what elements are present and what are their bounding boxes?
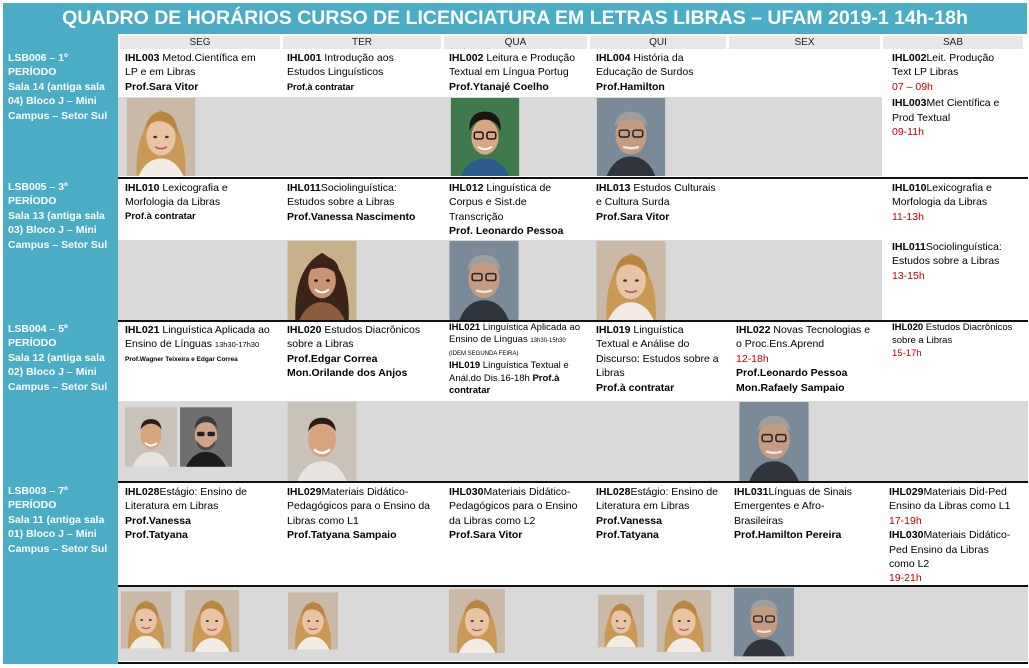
course-cell: IHL019 Linguística Textual e Análise do Discurso: Estudos sobre a Libras Prof.à contratar (596, 324, 719, 394)
course-cell: IHL029Materiais Didático- Pedagógicos para o Ensino da Libras como L1 Prof.Tatyana Sampaio (287, 486, 431, 542)
professor-photo (125, 98, 197, 176)
professor-photo (288, 590, 338, 652)
day-header-seg: SEG (120, 36, 280, 49)
course-cell: IHL002Leit. Produção Text LP Libras 07 – 09h IHL003Met Científica e Prod Textual 09-11h (892, 52, 1000, 139)
course-cell: IHL021 Linguística Aplicada ao Ensino de Línguas 13h30-15h30 (IDEM SEGUNDA FEIRA) IHL019 Linguística Textual e Anál.do Dis.16-18h Prof.à contratar (449, 322, 580, 397)
day-header-sab: SAB (883, 36, 1023, 49)
period-label-3: LSB005 – 3º PERÍODO Sala 13 (antiga sala 03) Bloco J – Mini Campus – Setor Sul (8, 181, 108, 251)
course-cell: IHL022 Novas Tecnologias e o Proc.Ens.Aprend 12-18h Prof.Leonardo Pessoa Mon.Rafaely Sampaio (736, 324, 871, 394)
course-cell: IHL010 Lexicografia e Morfologia da Libras Prof.à contratar (125, 182, 228, 222)
professor-photo (596, 98, 666, 176)
course-cell: IHL020 Estudos Diacrônicos sobre a Libras 15-17h (892, 322, 1013, 359)
course-cell: IHL031Línguas de Sinais Emergentes e Afro- Brasileiras Prof.Hamilton Pereira (734, 486, 852, 542)
course-cell: IHL021 Linguística Aplicada ao Ensino de Línguas 13h30-17h30 Prof.Wagner Teixeira e Edgar Correa (125, 324, 270, 363)
course-cell: IHL003 Metod.Científica em LP e em Libras Prof.Sara Vitor (125, 52, 256, 93)
professor-photo (121, 590, 171, 650)
course-cell: IHL028Estágio: Ensino de Literatura em Libras Prof.Vanessa Prof.Tatyana (125, 486, 247, 542)
professor-photo (449, 241, 519, 320)
day-header-qui: QUI (590, 36, 726, 49)
professor-photo (180, 404, 232, 470)
course-cell: IHL013 Estudos Culturais e Cultura Surda Prof.Sara Vitor (596, 182, 716, 223)
course-cell: IHL011Sociolinguística: Estudos sobre a Libras 13-15h (892, 241, 1002, 282)
photo-strip-row-3 (118, 401, 1028, 481)
page-title: QUADRO DE HORÁRIOS CURSO DE LICENCIATURA EM LETRAS LIBRAS – UFAM 2019-1 14h-18h (3, 3, 1027, 34)
day-header-qua: QUA (444, 36, 587, 49)
photo-strip-row-4 (118, 587, 1028, 661)
course-cell: IHL010Lexicografia e Morfologia da Libras 11-13h (892, 182, 992, 223)
day-header-sex: SEX (729, 36, 880, 49)
row-separator (118, 177, 1028, 179)
professor-photo (449, 589, 505, 653)
professor-photo (125, 404, 177, 470)
professor-photo (738, 402, 810, 481)
course-cell: IHL030Materiais Didático- Pedagógicos para o Ensino da Libras como L2 Prof.Sara Vitor (449, 486, 578, 542)
course-cell: IHL001 Introdução aos Estudos Linguísticos Prof.à contratar (287, 52, 394, 92)
period-label-5: LSB004 – 5º PERÍODO Sala 12 (antiga sala 02) Bloco J – Mini Campus – Setor Sul (8, 323, 108, 393)
course-cell: IHL028Estágio: Ensino de Literatura em Libras Prof.Vanessa Prof.Tatyana (596, 486, 718, 542)
professor-photo (183, 590, 241, 652)
professor-photo (596, 241, 666, 320)
day-header-ter: TER (283, 36, 441, 49)
course-cell: IHL020 Estudos Diacrônicos sobre a Libras Prof.Edgar Correa Mon.Orilande dos Anjos (287, 324, 421, 380)
row-separator (118, 662, 1028, 664)
row-separator (118, 481, 1028, 483)
professor-photo (449, 98, 521, 176)
period-label-1: LSB006 – 1º PERÍODO Sala 14 (antiga sala 04) Bloco J – Mini Campus – Setor Sul (8, 52, 108, 122)
course-cell: IHL004 História da Educação de Surdos Prof.Hamilton (596, 52, 694, 93)
period-label-7: LSB003 – 7º PERÍODO Sala 11 (antiga sala 01) Bloco J – Mini Campus – Setor Sul (8, 485, 108, 555)
course-cell: IHL029Materiais Did-Ped Ensino da Libras como L1 17-19h IHL030Materiais Didático- Ped Ensino da Libras como L2 19-21h (889, 486, 1011, 585)
professor-photo (734, 587, 794, 657)
professor-photo (598, 590, 644, 652)
professor-photo (656, 590, 712, 652)
course-cell: IHL012 Linguística de Corpus e Sist.de Transcrição Prof. Leonardo Pessoa (449, 182, 564, 238)
professor-photo (287, 402, 357, 481)
professor-photo (287, 241, 357, 320)
course-cell: IHL011Sociolinguística: Estudos sobre a Libras Prof.Vanessa Nascimento (287, 182, 416, 223)
course-cell: IHL002 Leitura e Produção Textual em Língua Portug Prof.Ytanajé Coelho (449, 52, 576, 93)
